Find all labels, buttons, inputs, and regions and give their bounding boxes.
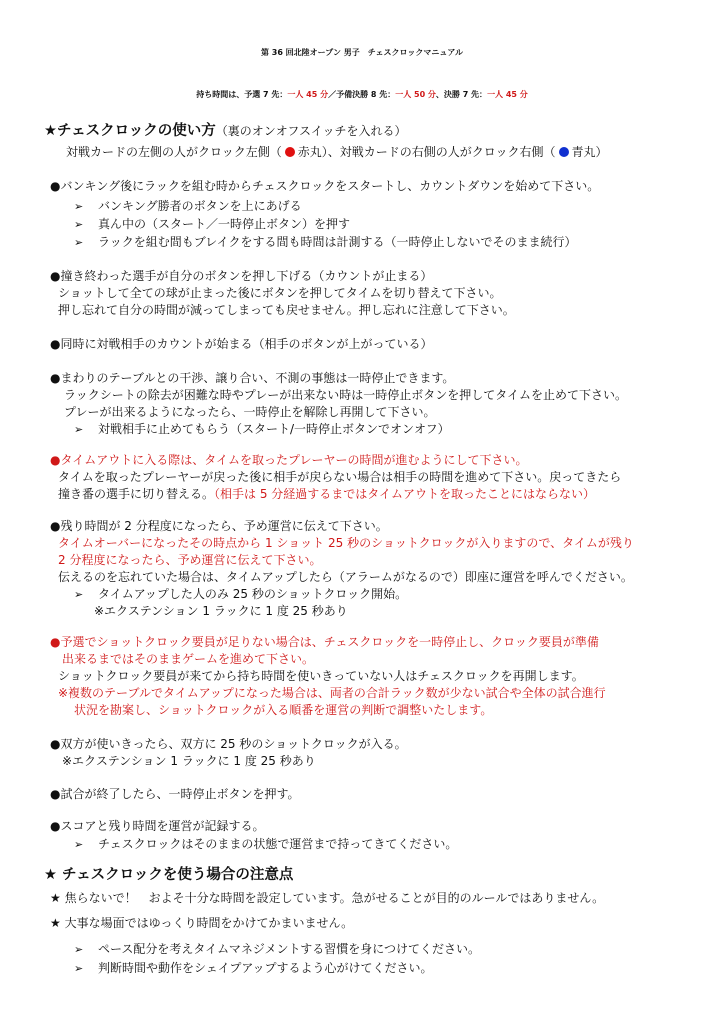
timeout-note: （相手は 5 分経過するまではタイムアウトを取ったことにはならない）: [214, 487, 596, 501]
player-side-end-text: 青丸）: [571, 145, 608, 159]
time-rule-semifinal-label: ／予備決勝 8 先：: [328, 90, 396, 99]
sub-item-text: タイムアップした人のみ 25 秒のショットクロック開始。: [98, 587, 408, 601]
extension-note: ※エクステンション 1 ラックに 1 度 25 秒あり: [94, 604, 348, 618]
extension-note: ※エクステンション 1 ラックに 1 度 25 秒あり: [62, 754, 316, 768]
step-timeout: ●タイムアウトに入る際は、タイムを取ったプレーヤーの時間が進むようにして下さい。: [50, 453, 528, 467]
step-game-end: ●試合が終了したら、一時停止ボタンを押す。: [50, 787, 300, 801]
sub-item-text: 判断時間や動作をシェイプアップするよう心がけてください。: [98, 961, 433, 975]
step-start-clock: ●バンキング後にラックを組む時からチェスクロックをスタートし、カウントダウンを始めて下さい。: [50, 179, 600, 193]
sub-item: [74, 234, 576, 251]
body-line: ショットクロック要員が来てから持ち時間を使いきっていない人はチェスクロックを再開します。: [58, 669, 584, 683]
caution-item: ★ 大事な場面ではゆっくり時間をかけてかまいません。: [50, 916, 354, 930]
time-rule-semifinal-value: 一人 50 分: [395, 90, 436, 99]
body-line: タイムを取ったプレーヤーが戻った後に相手が戻らない場合は相手の時間を進めて下さい。戻ってきたら: [58, 470, 622, 484]
emphasis-line: 出来るまではそのままゲームを進めて下さい。: [62, 652, 315, 666]
body-line-text: 撞き番の選手に切り替える。: [58, 487, 215, 501]
step-both-used: ●双方が使いきったら、双方に 25 秒のショットクロックが入る。: [50, 737, 407, 751]
sub-item: [74, 586, 407, 603]
step-record-score: ●スコアと残り時間を運営が記録する。: [50, 819, 265, 833]
arrow-bullet-icon: ➢: [74, 423, 84, 436]
player-side-left-text: 対戦カードの左側の人がクロック左側（: [66, 145, 282, 159]
body-line: 伝えるのを忘れていた場合は、タイムアップしたら（アラームがなるので）即座に運営を呼んでください。: [58, 570, 633, 584]
red-circle-icon: [285, 147, 295, 157]
sub-item: [74, 421, 450, 438]
emphasis-line: タイムオーバーになったその時点から 1 ショット 25 秒のショットクロックが入りますので、タイムが残り: [58, 536, 634, 550]
body-line: プレーが出来るようになったら、一時停止を解除し再開して下さい。: [64, 405, 436, 419]
sub-item-text: バンキング勝者のボタンを上にあげる: [98, 199, 302, 213]
arrow-bullet-icon: ➢: [74, 588, 84, 601]
body-line: ショットして全ての球が止まった後にボタンを押してタイムを切り替えて下さい。: [58, 286, 502, 300]
body-line: 押し忘れて自分の時間が減ってしまっても戻せません。押し忘れに注意して下さい。: [58, 303, 515, 317]
step-two-minutes: ●残り時間が 2 分程度になったら、予め運営に伝えて下さい。: [50, 519, 388, 533]
emphasis-line: ※複数のテーブルでタイムアップになった場合は、両者の合計ラック数が少ない試合や全体の試合進行: [58, 686, 606, 700]
time-rule-final-value: 一人 45 分: [487, 90, 528, 99]
section-heading-usage-text: ★チェスクロックの使い方: [44, 123, 216, 139]
step-press-button: ●撞き終わった選手が自分のボタンを押し下げる（カウントが止まる）: [50, 269, 433, 283]
player-side-note: [66, 144, 608, 160]
step-shot-clock-staff: ●予選でショットクロック要員が足りない場合は、チェスクロックを一時停止し、クロック要員が準備: [50, 635, 599, 649]
caution-item: ★ 焦らないで！ およそ十分な時間を設定しています。急がせることが目的のルールではありません。: [50, 891, 605, 905]
time-rule-prelims-value: 一人 45 分: [287, 90, 329, 99]
time-rule-prelims-label: 持ち時間は、予選 7 先：: [196, 90, 288, 99]
sub-item-text: 対戦相手に止めてもらう（スタート/一時停止ボタンでオンオフ）: [98, 422, 450, 436]
blue-circle-icon: [559, 147, 569, 157]
emphasis-line: 2 分程度になったら、予め運営に伝えて下さい。: [58, 553, 322, 567]
arrow-bullet-icon: ➢: [74, 962, 84, 975]
section-heading-usage: [44, 122, 406, 140]
sub-item: [74, 941, 480, 958]
sub-item: [74, 960, 433, 977]
time-rule: [0, 86, 724, 104]
arrow-bullet-icon: ➢: [74, 200, 84, 213]
time-rule-final-label: 、決勝 7 先：: [435, 90, 488, 99]
body-line: [58, 486, 595, 502]
emphasis-line: 状況を勘案し、ショットクロックが入る順番を運営の判断で調整いたします。: [74, 703, 493, 717]
sub-item-text: ラックを組む間もブレイクをする間も時間は計測する（一時停止しないでそのまま続行）: [98, 235, 577, 249]
player-side-right-text: 赤丸）、対戦カードの右側の人がクロック右側（: [297, 145, 556, 159]
section-heading-cautions: ★ チェスクロックを使う場合の注意点: [44, 867, 294, 883]
arrow-bullet-icon: ➢: [74, 236, 84, 249]
arrow-bullet-icon: ➢: [74, 943, 84, 956]
sub-item-text: ペース配分を考えタイムマネジメントする習慣を身につけてください。: [98, 942, 480, 956]
switch-note: （裏のオンオフスイッチを入れる）: [215, 124, 407, 138]
sub-item-text: チェスクロックはそのままの状態で運営まで持ってきてください。: [98, 837, 458, 851]
arrow-bullet-icon: ➢: [74, 838, 84, 851]
step-opponent-count: ●同時に対戦相手のカウントが始まる（相手のボタンが上がっている）: [50, 337, 433, 351]
sub-item: [74, 216, 350, 233]
sub-item: [74, 836, 457, 853]
sub-item: [74, 198, 302, 215]
sub-item-text: 真ん中の（スタート／一時停止ボタン）を押す: [98, 217, 351, 231]
body-line: ラックシートの除去が困難な時やプレーが出来ない時は一時停止ボタンを押してタイムを止めて下さい。: [64, 388, 628, 402]
page-title: 第 36 回北陸オープン 男子 チェスクロックマニュアル: [260, 48, 464, 57]
arrow-bullet-icon: ➢: [74, 218, 84, 231]
step-pause: ●まわりのテーブルとの干渉、譲り合い、不測の事態は一時停止できます。: [50, 371, 455, 385]
